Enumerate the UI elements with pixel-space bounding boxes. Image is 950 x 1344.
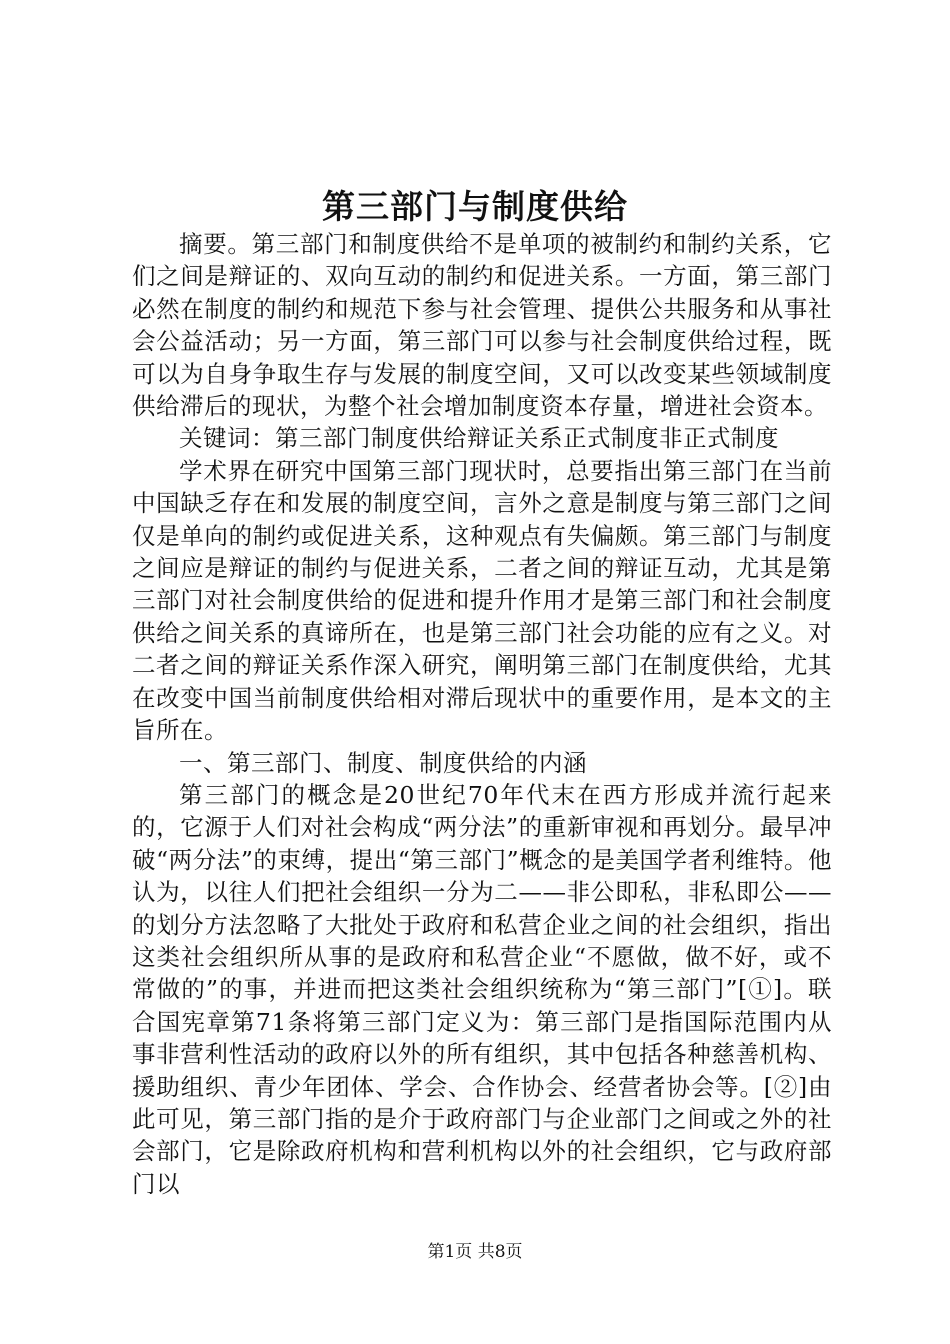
abstract-paragraph: 摘要。第三部门和制度供给不是单项的被制约和制约关系，它们之间是辩证的、双向互动的制约和促进关系。一方面，第三部门必然在制度的制约和规范下参与社会管理、提供公共服务和从事社会公益活动；另一方面，第三部门可以参与社会制度供给过程，既可以为自身争取生存与发展的制度空间，又可以改变某些领域制度供给滞后的现状，为整个社会增加制度资本存量，增进社会资本。 xyxy=(132,230,832,421)
page-footer: 第1页 共8页 xyxy=(427,1242,523,1262)
document-body xyxy=(132,228,832,1200)
section-paragraph: 第三部门的概念是20世纪70年代末在西方形成并流行起来的，它源于人们对社会构成“两分法”的重新审视和再划分。最早冲破“两分法”的束缚，提出“第三部门”概念的是美国学者利维特。他认为，以往人们把社会组织一分为二——非公即私，非私即公——的划分方法忽略了大批处于政府和私营企业之间的社会组织，指出这类社会组织所从事的是政府和私营企业“不愿做，做不好，或不常做的”的事，并进而把这类社会组织统称为“第三部门”[①]。联合国宪章第71条将第三部门定义为：第三部门是指国际范围内从事非营利性活动的政府以外的所有组织，其中包括各种慈善机构、援助组织、青少年团体、学会、合作协会、经营者协会等。[②]由此可见，第三部门指的是介于政府部门与企业部门之间或之外的社会部门，它是除政府机构和营利机构以外的社会组织，它与政府部门以 xyxy=(132,780,832,1198)
document-title: 第三部门与制度供给 xyxy=(322,187,628,226)
section-heading: 一、第三部门、制度、制度供给的内涵 xyxy=(179,748,587,777)
intro-paragraph: 学术界在研究中国第三部门现状时，总要指出第三部门在当前中国缺乏存在和发展的制度空间，言外之意是制度与第三部门之间仅是单向的制约或促进关系，这种观点有失偏颇。第三部门与制度之间应是辩证的制约与促进关系，二者之间的辩证互动，尤其是第三部门对社会制度供给的促进和提升作用才是第三部门和社会制度供给之间关系的真谛所在，也是第三部门社会功能的应有之义。对二者之间的辩证关系作深入研究，阐明第三部门在制度供给，尤其在改变中国当前制度供给相对滞后现状中的重要作用，是本文的主旨所在。 xyxy=(132,456,832,745)
keywords-paragraph: 关键词：第三部门制度供给辩证关系正式制度非正式制度 xyxy=(179,424,779,453)
